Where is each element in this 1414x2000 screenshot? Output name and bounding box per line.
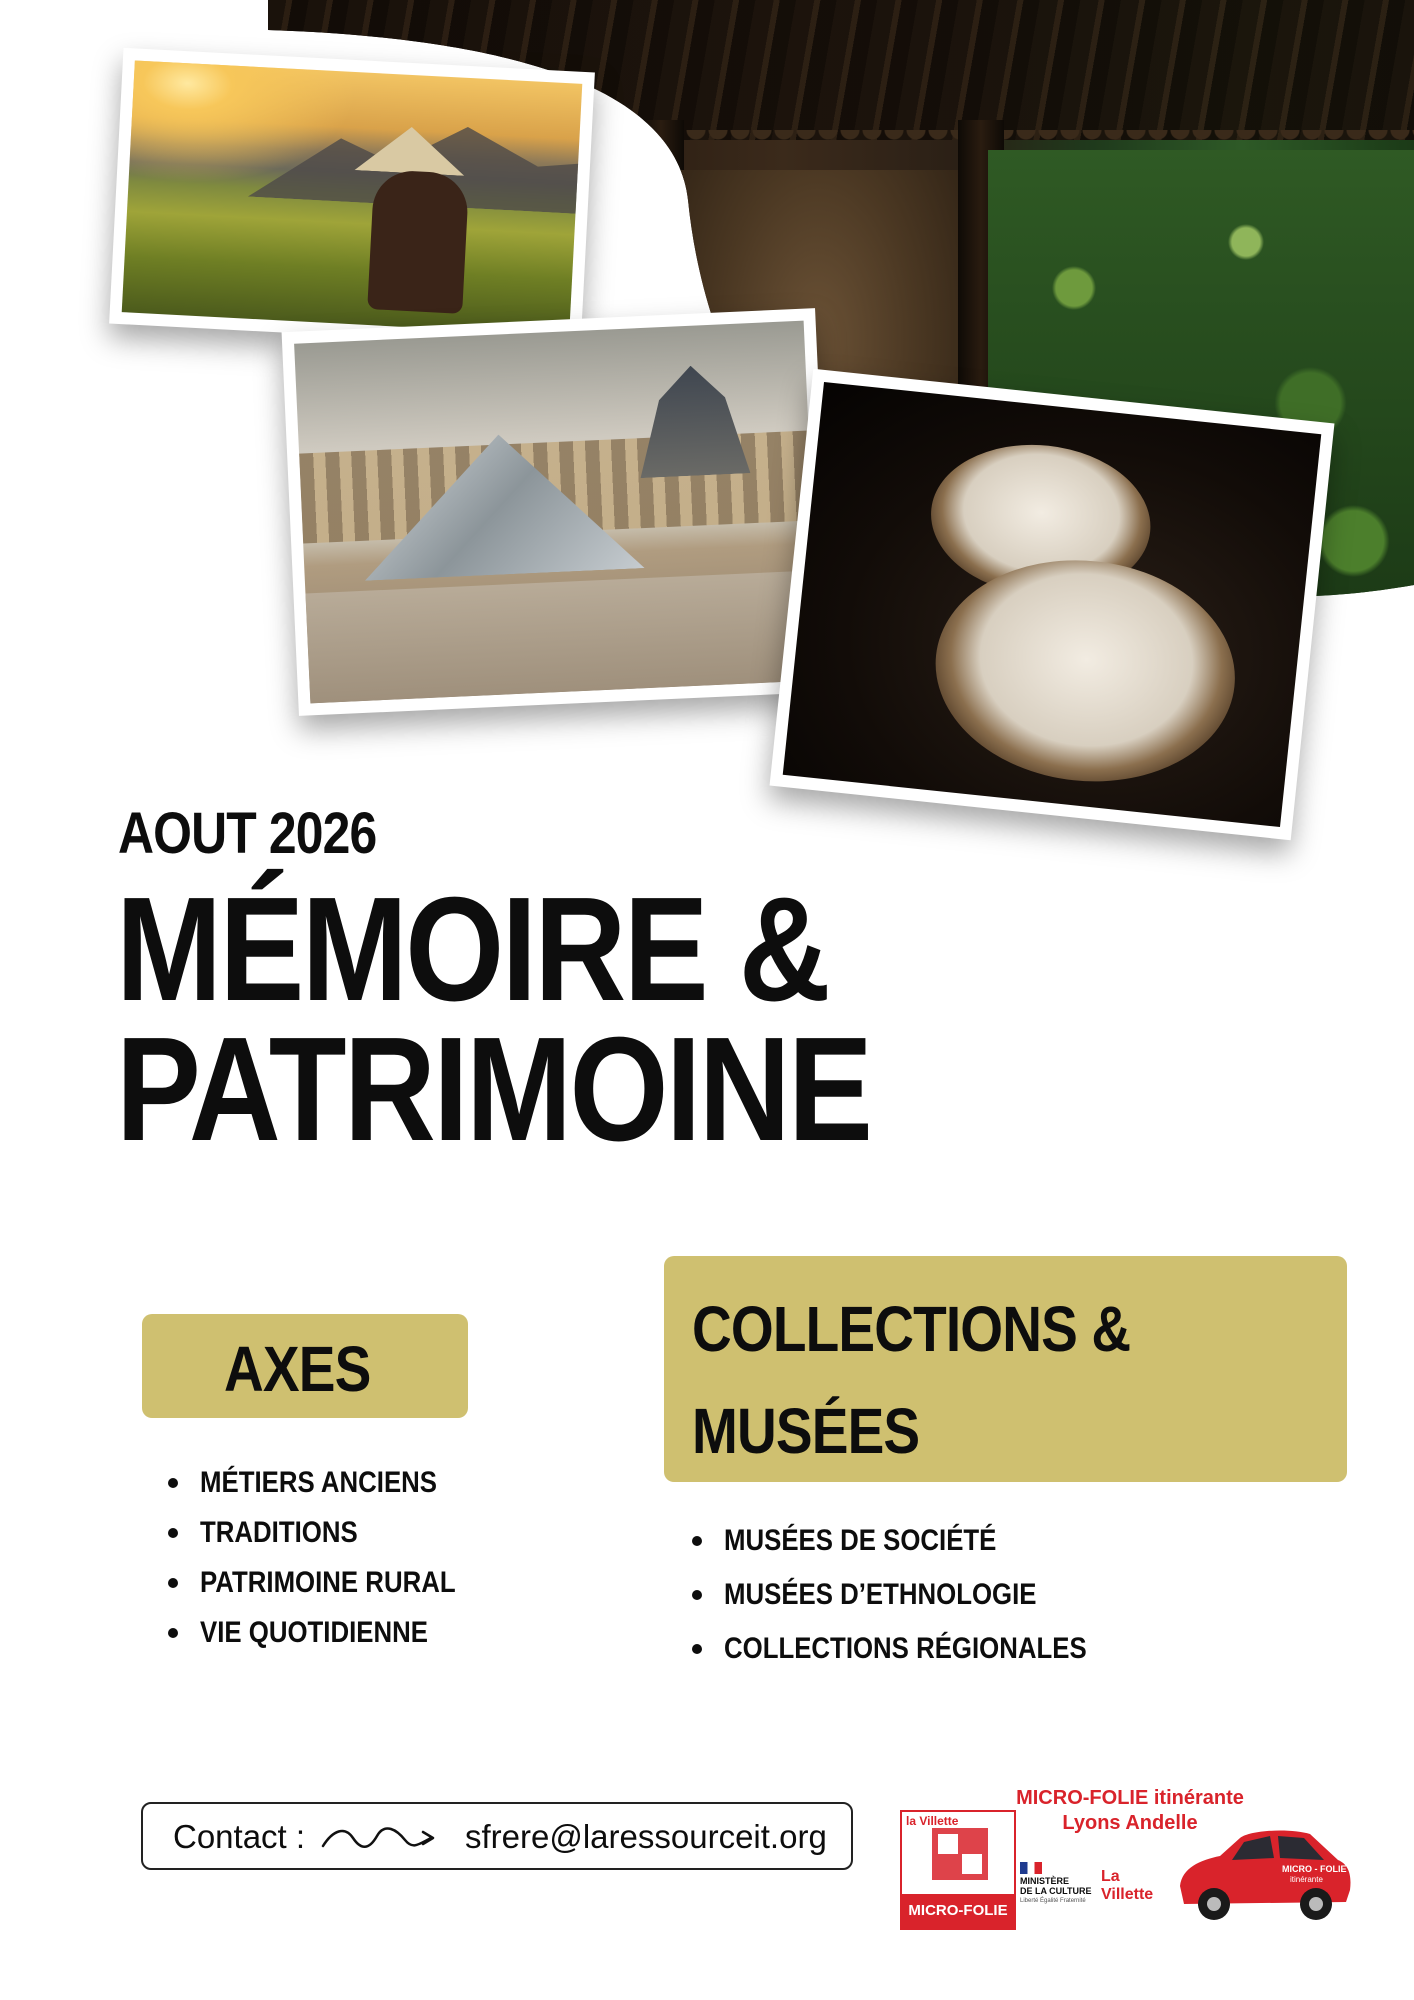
bullet-icon <box>692 1644 702 1654</box>
page-title <box>116 867 871 1172</box>
list-item: VIE QUOTIDIENNE <box>162 1608 497 1658</box>
bullet-icon <box>692 1590 702 1600</box>
event-date: AOUT 2026 <box>118 801 377 866</box>
micro-folie-cube-logo: la Villette MICRO-FOLIE <box>900 1810 1016 1930</box>
list-item: TRADITIONS <box>162 1508 497 1558</box>
contact-email-link[interactable]: sfrere@laressourceit.org <box>465 1818 827 1855</box>
contact-box <box>141 1802 853 1870</box>
svg-text:MICRO - FOLIE: MICRO - FOLIE <box>1282 1864 1347 1874</box>
title-line-2: PATRIMOINE <box>116 1007 871 1172</box>
svg-text:itinérante: itinérante <box>1290 1875 1323 1884</box>
ministry-culture-logo: MINISTÈRE DE LA CULTURE Liberté Égalité Fraternité <box>1020 1862 1092 1905</box>
bullet-icon <box>168 1528 178 1538</box>
collections-list <box>686 1514 1146 1676</box>
micro-folie-logo <box>896 1786 1358 1932</box>
list-item: PATRIMOINE RURAL <box>162 1558 497 1608</box>
red-car-icon <box>1170 1816 1356 1932</box>
bullet-icon <box>168 1628 178 1638</box>
axes-heading-box <box>142 1314 468 1418</box>
collections-heading-box <box>664 1256 1347 1482</box>
bullet-icon <box>168 1478 178 1488</box>
list-item: MUSÉES D’ETHNOLOGIE <box>686 1568 1146 1622</box>
title-line-1: MÉMOIRE & <box>116 867 829 1032</box>
photo-rice-baskets <box>770 369 1335 840</box>
photo-louvre-pyramid <box>282 308 833 716</box>
axes-heading: AXES <box>224 1333 371 1405</box>
list-item: MÉTIERS ANCIENS <box>162 1458 497 1508</box>
collections-heading: COLLECTIONS & MUSÉES <box>692 1293 1131 1467</box>
list-item: MUSÉES DE SOCIÉTÉ <box>686 1514 1146 1568</box>
axes-list <box>162 1458 497 1658</box>
contact-label: Contact : <box>173 1818 306 1855</box>
photo-rice-farmer <box>109 48 595 348</box>
squiggle-arrow-icon <box>319 1820 439 1862</box>
micro-folie-title: MICRO-FOLIE itinérante Lyons Andelle <box>1016 1787 1244 1834</box>
bullet-icon <box>692 1536 702 1546</box>
french-flag-icon <box>1020 1862 1042 1874</box>
bullet-icon <box>168 1578 178 1588</box>
la-villette-logo: La Villette <box>1101 1868 1154 1903</box>
list-item: COLLECTIONS RÉGIONALES <box>686 1622 1146 1676</box>
